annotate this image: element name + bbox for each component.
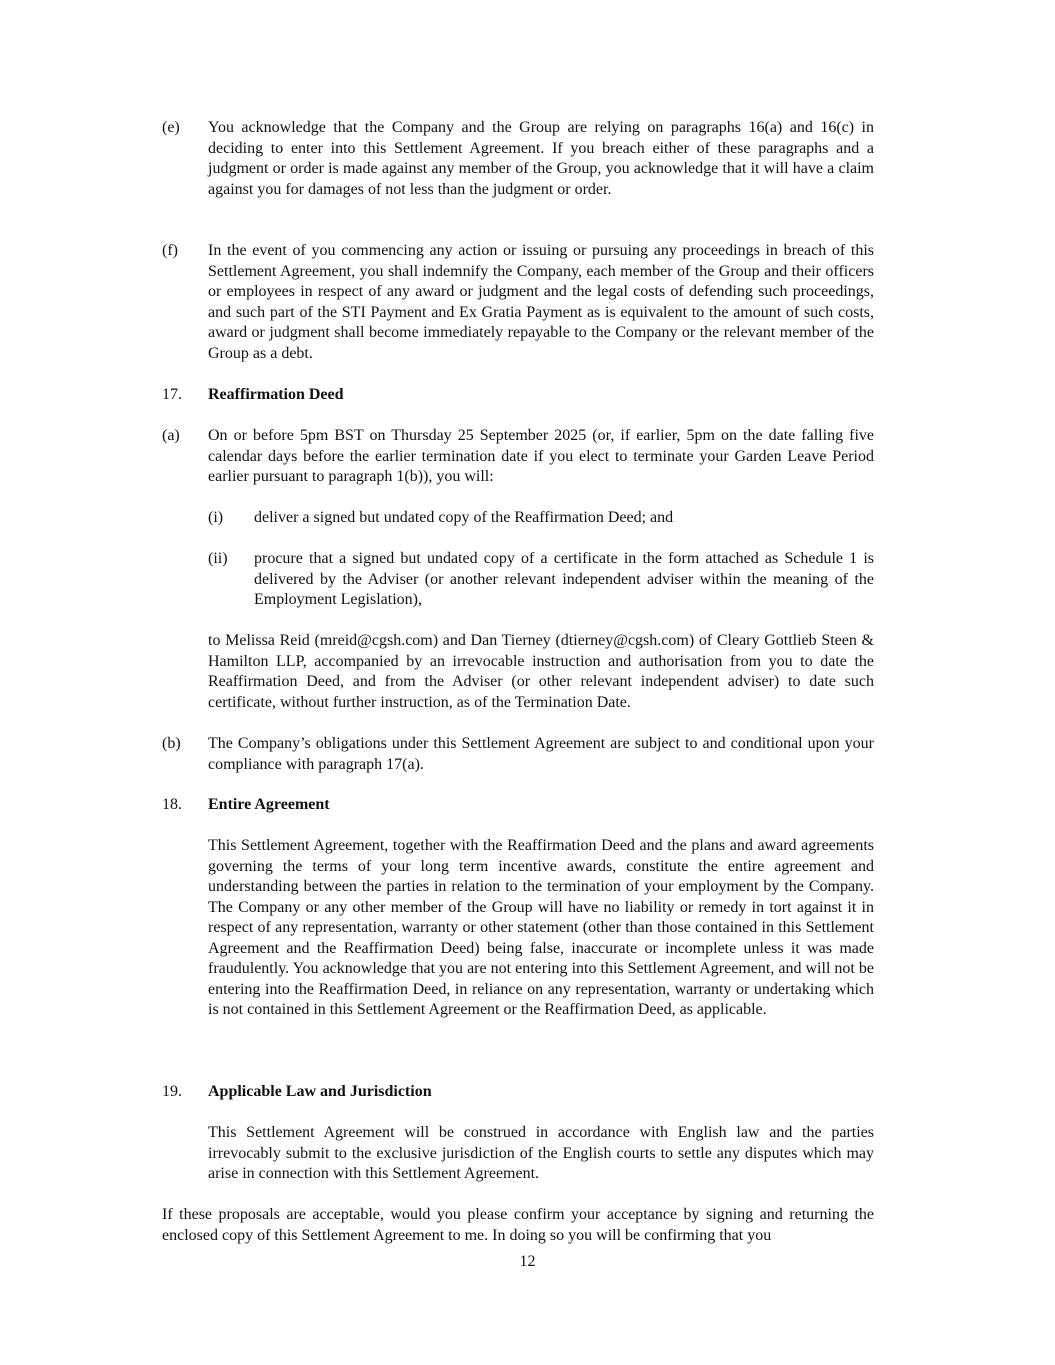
paragraph-e-label: (e) bbox=[162, 119, 180, 136]
section-17a-ii-label: (ii) bbox=[208, 550, 228, 567]
paragraph-f-label: (f) bbox=[162, 242, 178, 259]
section-17-number: 17. bbox=[162, 386, 182, 403]
closing-paragraph: If these proposals are acceptable, would you please confirm your acceptance by signing and returning the enclosed copy of this Settlement Agreement to me. In doing so you will be confirming that you bbox=[162, 1206, 874, 1244]
section-17b-text: The Company’s obligations under this Settlement Agreement are subject to and conditional upon your compliance with paragraph 17(a). bbox=[208, 735, 874, 773]
section-17a-text: On or before 5pm BST on Thursday 25 September 2025 (or, if earlier, 5pm on the date falling five calendar days before the earlier termination date if you elect to terminate your Garden Leave Period earlier pursuant to paragraph 1(b)), you will: bbox=[208, 427, 874, 485]
section-18-number: 18. bbox=[162, 796, 182, 813]
section-17a-i-text: deliver a signed but undated copy of the Reaffirmation Deed; and bbox=[254, 509, 674, 526]
section-19-number: 19. bbox=[162, 1083, 182, 1100]
section-19-title: Applicable Law and Jurisdiction bbox=[208, 1083, 432, 1100]
section-17-title: Reaffirmation Deed bbox=[208, 386, 344, 403]
section-17a-label: (a) bbox=[162, 427, 180, 444]
page-number: 12 bbox=[519, 1253, 536, 1270]
section-18-text: This Settlement Agreement, together with the Reaffirmation Deed and the plans and award agreements governing the terms of your long term incentive awards, constitute the entire agreement and understanding between the parties in relation to the termination of your employment by the Company. The Company or any other member of the Group will have no liability or remedy in tort against it in respect of any representation, warranty or other statement (other than those contained in this Settlement Agreement and the Reaffirmation Deed) being false, inaccurate or incomplete unless it was made fraudulently. You acknowledge that you are not entering into this Settlement Agreement, and will not be entering into the Reaffirmation Deed, in reliance on any representation, warranty or undertaking which is not contained in this Settlement Agreement or the Reaffirmation Deed, as applicable. bbox=[208, 837, 874, 1018]
section-17b-label: (b) bbox=[162, 735, 181, 752]
paragraph-e-text: You acknowledge that the Company and the Group are relying on paragraphs 16(a) and 16(c) in deciding to enter into this Settlement Agreement. If you breach either of these paragraphs and a judgment or order is made against any member of the Group, you acknowledge that it will have a claim against you for damages of not less than the judgment or order. bbox=[208, 119, 874, 198]
section-17a-continuation: to Melissa Reid (mreid@cgsh.com) and Dan Tierney (dtierney@cgsh.com) of Cleary Gottlieb Steen & Hamilton LLP, accompanied by an irrevocable instruction and authorisation from you to date the Reaffirmation Deed, and from the Adviser (or other relevant independent adviser) to date such certificate, without further instruction, as of the Termination Date. bbox=[208, 632, 874, 711]
section-18-title: Entire Agreement bbox=[208, 796, 330, 813]
paragraph-f-text: In the event of you commencing any action or issuing or pursuing any proceedings in breach of this Settlement Agreement, you shall indemnify the Company, each member of the Group and their officers or employees in respect of any award or judgment and the legal costs of defending such proceedings, and such part of the STI Payment and Ex Gratia Payment as is equivalent to the amount of such costs, award or judgment shall become immediately repayable to the Company or the relevant member of the Group as a debt. bbox=[208, 242, 874, 362]
section-17a-ii-text: procure that a signed but undated copy of a certificate in the form attached as Schedule 1 is delivered by the Adviser (or another relevant independent adviser within the meaning of the Employment Legislation), bbox=[254, 550, 874, 608]
section-19-text: This Settlement Agreement will be construed in accordance with English law and the parties irrevocably submit to the exclusive jurisdiction of the English courts to settle any disputes which may arise in connection with this Settlement Agreement. bbox=[208, 1124, 874, 1182]
section-17a-i-label: (i) bbox=[208, 509, 224, 526]
